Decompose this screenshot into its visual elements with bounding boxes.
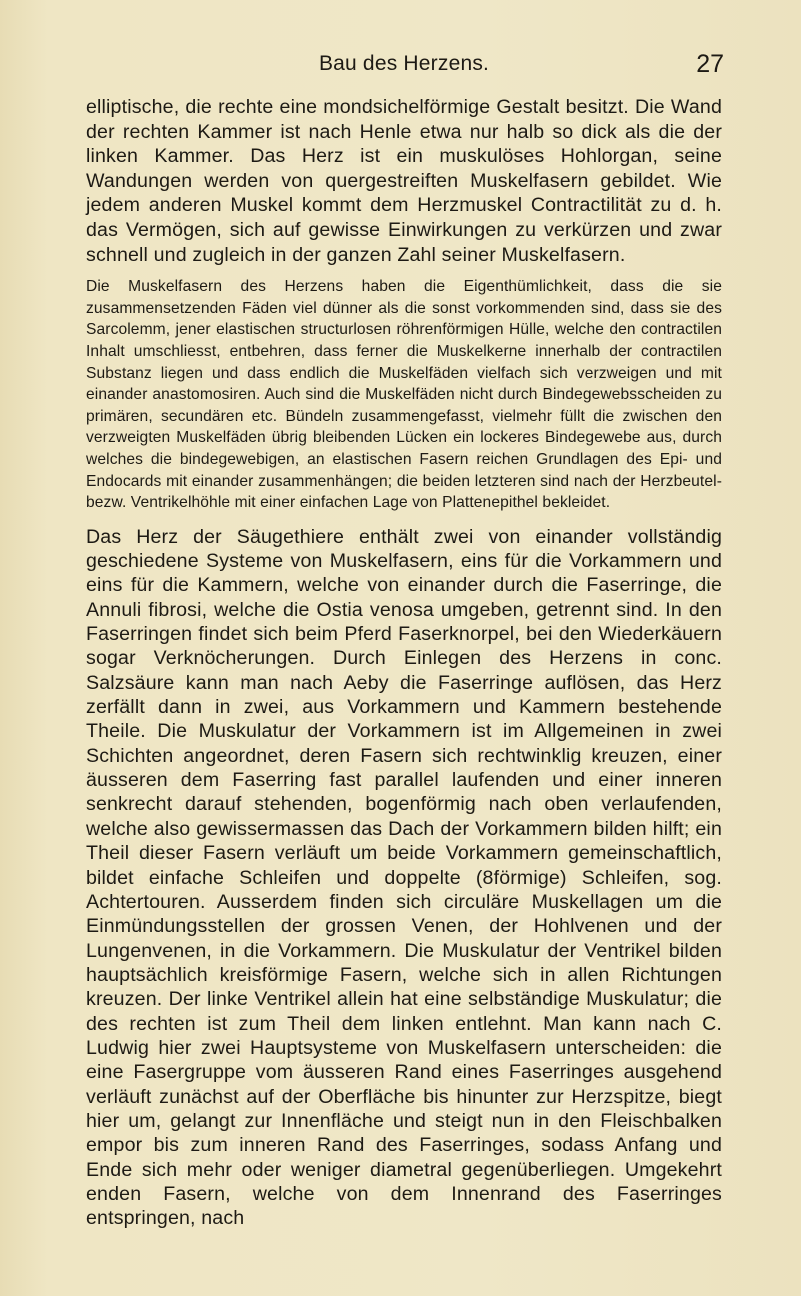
page-header [88,50,724,82]
page-body [86,95,722,1231]
paragraph-small-print: Die Muskelfasern des Herzens haben die Eigenthümlichkeit, dass die sie zusammensetzenden Fäden viel dünner als die sonst vorkommenden sind, dass sie des Sarcolemm, jener elastischen structurlosen röhrenförmigen Hülle, welche den contractilen Inhalt umschliesst, entbehren, dass ferner die Muskelkerne innerhalb der contractilen Substanz liegen und dass endlich die Muskelfäden vielfach sich verzweigen und mit einander anastomosiren. Auch sind die Muskelfäden nicht durch Bindegewebsscheiden zu primären, secundären etc. Bündeln zusammengefasst, vielmehr füllt die zwischen den verzweigten Muskelfäden übrig bleibenden Lücken ein lockeres Bindegewebe aus, durch welches die bindegewebigen, an elastischen Fasern reichen Grundlagen des Epi- und Endocards mit einander zusammenhängen; die beiden letzteren sind nach der Herzbeutel- bezw. Ventrikelhöhle mit einer einfachen Lage von Plattenepithel bekleidet. [86,278,722,512]
paragraph-intro: elliptische, die rechte eine mondsichelförmige Gestalt besitzt. Die Wand der rechten Kammer ist nach Henle etwa nur halb so dick als die der linken Kammer. Das Herz ist ein muskulöses Hohlorgan, seine Wandungen werden von quergestreiften Muskelfasern gebildet. Wie jedem anderen Muskel kommt dem Herzmuskel Contractilität zu d. h. das Vermögen, sich auf gewisse Einwirkungen zu verkürzen und zwar schnell und zugleich in der ganzen Zahl seiner Muskelfasern. [86,96,722,266]
paragraph-main: Das Herz der Säugethiere enthält zwei von einander vollständig geschiedene Systeme von Muskelfasern, eins für die Vorkammern und eins für die Kammern, welche von einander durch die Faserringe, die Annuli fibrosi, welche die Ostia venosa umgeben, getrennt sind. In den Faserringen findet sich beim Pferd Faserknorpel, bei den Wiederkäuern sogar Verknöcherungen. Durch Einlegen des Herzens in conc. Salzsäure kann man nach Aeby die Faserringe auflösen, das Herz zerfällt dann in zwei, aus Vorkammern und Kammern bestehende Theile. Die Muskulatur der Vorkammern ist im Allgemeinen in zwei Schichten angeordnet, deren Fasern sich rechtwinklig kreuzen, einer äusseren dem Faserring fast parallel laufenden und einer inneren senkrecht darauf stehenden, bogenförmig nach oben verlaufenden, welche also gewissermassen das Dach der Vorkammern bilden hilft; ein Theil dieser Fasern verläuft um beide Vorkammern gemeinschaftlich, bildet einfache Schleifen und doppelte (8förmige) Schleifen, sog. Achtertouren. Ausserdem finden sich circuläre Muskellagen um die Einmündungsstellen der grossen Venen, der Hohlvenen und der Lungenvenen, in die Vorkammern. Die Muskulatur der Ventrikel bilden hauptsächlich kreisförmige Fasern, welche sich in allen Richtungen kreuzen. Der linke Ventrikel allein hat eine selbständige Muskulatur; die des rechten ist zum Theil dem linken entlehnt. Man kann nach C. Ludwig hier zwei Hauptsysteme von Muskelfasern unterscheiden: die eine Fasergruppe vom äusseren Rand eines Faserringes ausgehend verläuft zunächst auf der Oberfläche bis hinunter zur Herzspitze, biegt hier um, gelangt zur Innenfläche und steigt nun in den Fleischbalken empor bis zum inneren Rand des Faserringes, sodass Anfang und Ende sich mehr oder weniger diametral gegenüberliegen. Umgekehrt enden Fasern, welche von dem Innenrand des Faserringes entspringen, nach [86,525,722,1230]
page-number: 27 [696,50,724,78]
running-title: Bau des Herzens. [318,52,490,75]
